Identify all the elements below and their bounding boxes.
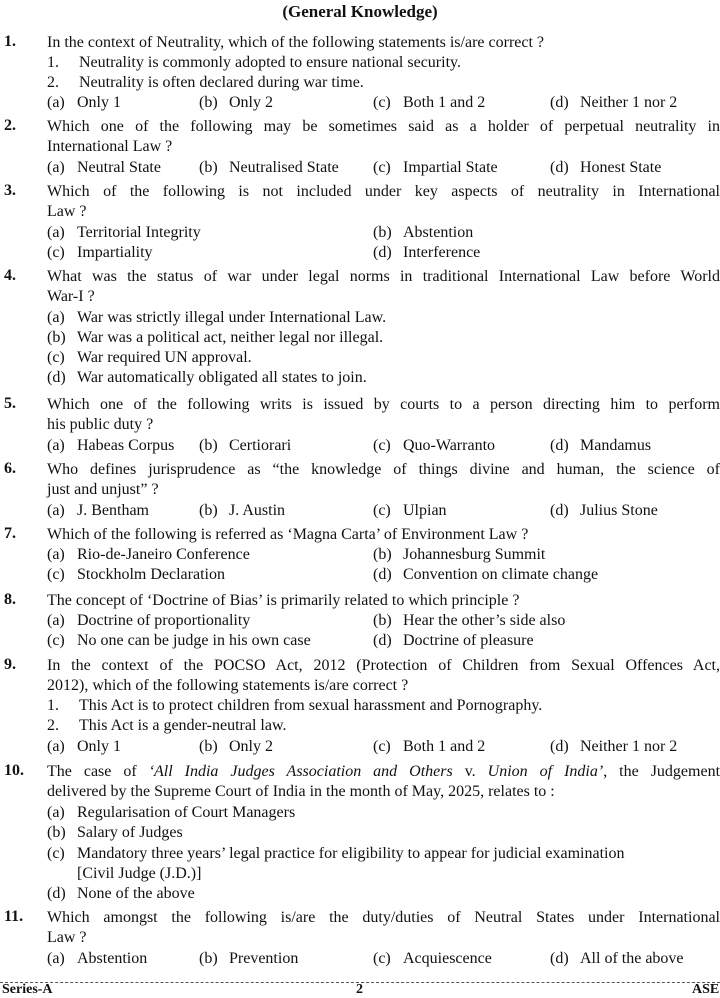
question-text: The case of ‘All India Judges Association and Others v. Union of India’, the Judgement xyxy=(47,763,720,780)
question-text: Which one of the following writs is issued by courts to a person directing him to perform xyxy=(47,396,720,413)
option-d: (d) War automatically obligated all states to join. xyxy=(47,369,367,386)
question-text: What was the status of war under legal norms in traditional International Law before World xyxy=(47,268,720,285)
option-c: (c) Both 1 and 2 xyxy=(373,94,486,111)
option-b: (b) Only 2 xyxy=(199,738,273,755)
option-a: (a) Neutral State xyxy=(47,159,161,176)
option-b: (b) Abstention xyxy=(373,224,474,241)
footer-code: ASE xyxy=(692,982,720,997)
option-d: (d) Honest State xyxy=(550,159,662,176)
statement-number: 1. xyxy=(47,697,59,714)
question-number: 8. xyxy=(4,591,16,608)
option-b: (b) War was a political act, neither legal nor illegal. xyxy=(47,329,384,346)
option-a: (a) Territorial Integrity xyxy=(47,224,201,241)
question-number: 4. xyxy=(4,267,16,284)
question-number: 2. xyxy=(4,117,16,134)
question-number: 7. xyxy=(4,525,16,542)
question-number: 3. xyxy=(4,182,16,199)
question-text: Which one of the following may be sometimes said as a holder of perpetual neutrality in xyxy=(47,118,720,135)
question-text: just and unjust” ? xyxy=(47,481,159,498)
question-text: Law ? xyxy=(47,203,87,220)
footer-series: Series-A xyxy=(2,982,53,997)
option-c: (c) No one can be judge in his own case xyxy=(47,632,311,649)
option-c: (c) Acquiescence xyxy=(373,950,492,967)
question-text: Which of the following is not included under key aspects of neutrality in International xyxy=(47,183,720,200)
question-text: delivered by the Supreme Court of India in the month of May, 2025, relates to : xyxy=(47,783,555,800)
option-b: (b) Neutralised State xyxy=(199,159,339,176)
question-text: International Law ? xyxy=(47,138,173,155)
footer-page-number: 2 xyxy=(356,982,363,997)
option-d: (d) All of the above xyxy=(550,950,684,967)
option-d: (d) Convention on climate change xyxy=(373,566,599,583)
question-text: Law ? xyxy=(47,929,87,946)
option-d: (d) Doctrine of pleasure xyxy=(373,632,534,649)
statement-number: 2. xyxy=(47,74,59,91)
question-text: The concept of ‘Doctrine of Bias’ is primarily related to which principle ? xyxy=(47,592,520,609)
option-d: (d) Neither 1 nor 2 xyxy=(550,738,678,755)
statement-number: 2. xyxy=(47,717,59,734)
question-number: 5. xyxy=(4,395,16,412)
option-a: (a) Rio-de-Janeiro Conference xyxy=(47,546,250,563)
option-a: (a) War was strictly illegal under International Law. xyxy=(47,309,387,326)
statement-text: Neutrality is often declared during war time. xyxy=(79,74,364,91)
option-d: (d) Neither 1 nor 2 xyxy=(550,94,678,111)
statement-text: This Act is a gender-neutral law. xyxy=(79,717,287,734)
option-b: (b) Prevention xyxy=(199,950,299,967)
question-text: his public duty ? xyxy=(47,416,154,433)
question-number: 11. xyxy=(4,908,24,925)
option-b: (b) J. Austin xyxy=(199,502,286,519)
question-text: War-I ? xyxy=(47,288,95,305)
question-number: 10. xyxy=(4,762,24,779)
option-c: (c) Impartiality xyxy=(47,244,153,261)
option-b: (b) Johannesburg Summit xyxy=(373,546,546,563)
question-text: In the context of Neutrality, which of the following statements is/are correct ? xyxy=(47,34,545,51)
option-c: (c) War required UN approval. xyxy=(47,349,252,366)
question-number: 6. xyxy=(4,460,16,477)
option-c: (c) Both 1 and 2 xyxy=(373,738,486,755)
option-a: (a) Regularisation of Court Managers xyxy=(47,804,296,821)
option-c: (c) Stockholm Declaration xyxy=(47,566,225,583)
option-c: (c) Impartial State xyxy=(373,159,498,176)
option-d: (d) Interference xyxy=(373,244,481,261)
option-a: (a) Only 1 xyxy=(47,738,121,755)
option-a: (a) Only 1 xyxy=(47,94,121,111)
question-text: 2012), which of the following statements is/are correct ? xyxy=(47,677,409,694)
question-text: Who defines jurisprudence as “the knowledge of things divine and human, the science of xyxy=(47,461,720,478)
statement-text: This Act is to protect children from sexual harassment and Pornography. xyxy=(79,697,543,714)
option-a: (a) J. Bentham xyxy=(47,502,149,519)
question-text: Which amongst the following is/are the duty/duties of Neutral States under International xyxy=(47,909,720,926)
option-d: (d) Mandamus xyxy=(550,437,652,454)
option-c: (c) Mandatory three years’ legal practice for eligibility to appear for judicial examination xyxy=(47,845,625,862)
option-b: (b) Certiorari xyxy=(199,437,292,454)
option-c-continuation: [Civil Judge (J.D.)] xyxy=(77,865,202,882)
question-number: 9. xyxy=(4,656,16,673)
page-title: (General Knowledge) xyxy=(282,2,438,21)
option-a: (a) Abstention xyxy=(47,950,148,967)
statement-text: Neutrality is commonly adopted to ensure national security. xyxy=(79,54,461,71)
option-d: (d) Julius Stone xyxy=(550,502,658,519)
option-c: (c) Quo-Warranto xyxy=(373,437,496,454)
question-number: 1. xyxy=(4,33,16,50)
option-d: (d) None of the above xyxy=(47,885,195,902)
option-a: (a) Doctrine of proportionality xyxy=(47,612,251,629)
option-b: (b) Only 2 xyxy=(199,94,273,111)
question-text: In the context of the POCSO Act, 2012 (Protection of Children from Sexual Offences Act, xyxy=(47,657,720,674)
option-c: (c) Ulpian xyxy=(373,502,447,519)
option-b: (b) Hear the other’s side also xyxy=(373,612,566,629)
question-text: Which of the following is referred as ‘Magna Carta’ of Environment Law ? xyxy=(47,526,529,543)
statement-number: 1. xyxy=(47,54,59,71)
option-a: (a) Habeas Corpus xyxy=(47,437,175,454)
option-b: (b) Salary of Judges xyxy=(47,824,183,841)
